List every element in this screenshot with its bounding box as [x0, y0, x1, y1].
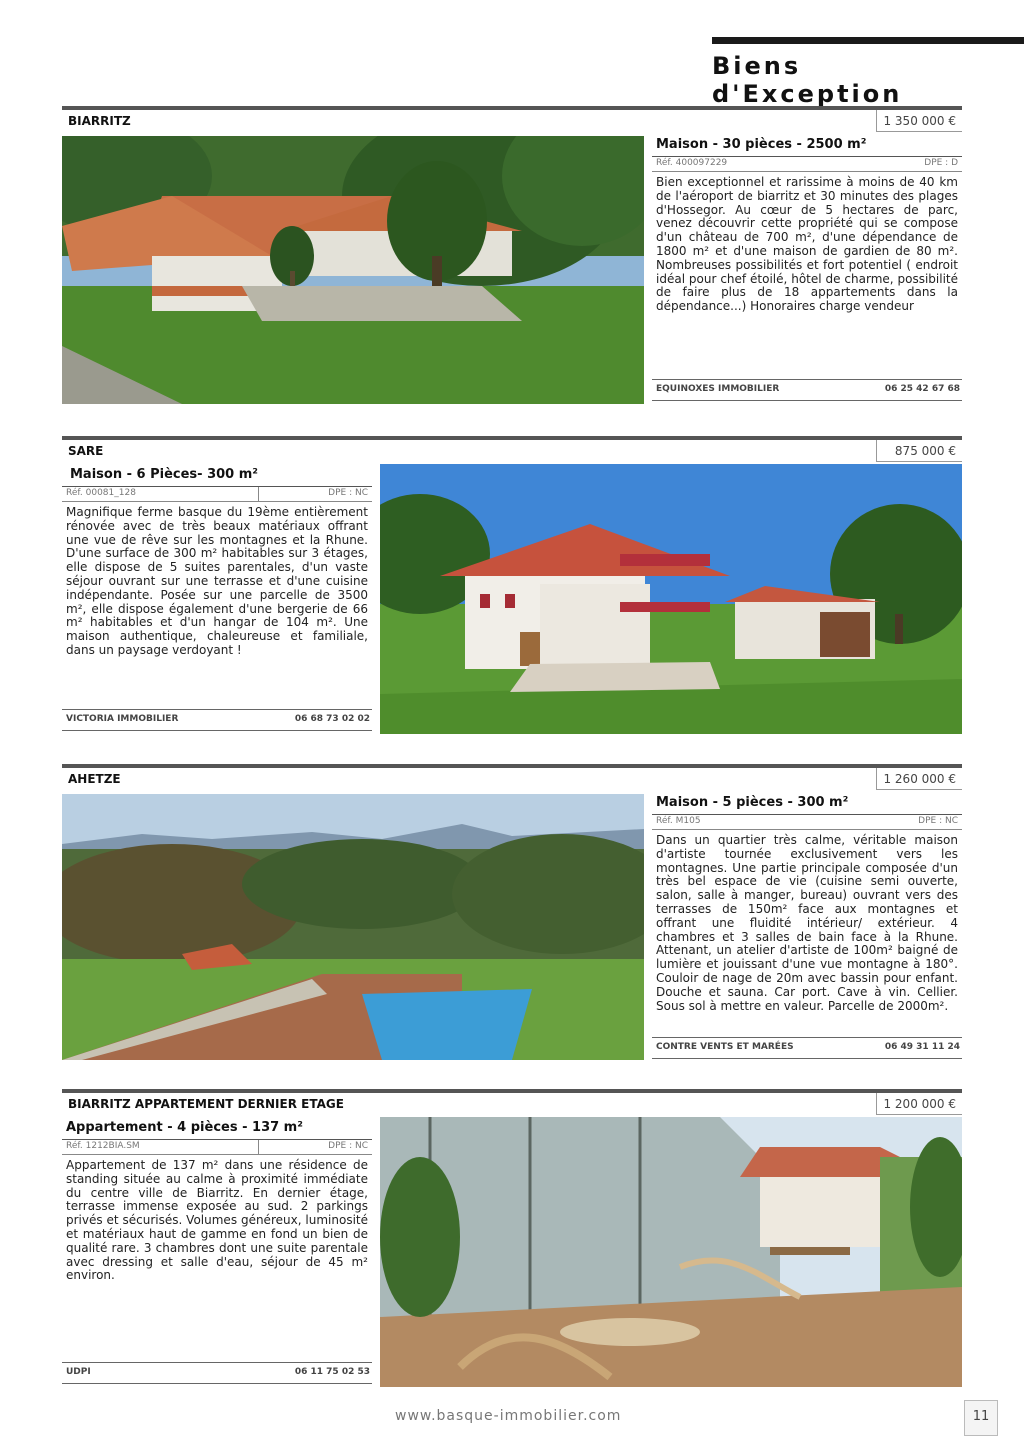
listing-price: 875 000 €: [876, 440, 962, 462]
listing-dpe: DPE : NC: [918, 816, 958, 826]
listing-price: 1 200 000 €: [876, 1093, 962, 1115]
listing-city: BIARRITZ APPARTEMENT DERNIER ETAGE: [68, 1097, 344, 1111]
reference-row: [652, 815, 962, 830]
agency-name: CONTRE VENTS ET MARÉES: [656, 1042, 794, 1052]
listing-price: 1 350 000 €: [876, 110, 962, 132]
reference-row: [62, 1140, 372, 1155]
listing-info: [62, 1117, 372, 1387]
agency-phone: 06 25 42 67 68: [884, 384, 960, 394]
listing-ahetze: [62, 764, 962, 1064]
agency-phone: 06 11 75 02 53: [294, 1367, 370, 1377]
listing-description: Magnifique ferme basque du 19ème entièrement rénovée avec de très beaux matériaux offrant une vue de rêve sur les montagnes et la Rhune. D'une surface de 300 m² habitables sur 3 étages, elle dispose de 5 suites parentales, d'un vaste séjour ouvrant sur une terrasse et d'une cuisine indépendante. Posée sur une parcelle de 3500 m², elle dispose également d'une bergerie de 66 m² habitables et d'un hangar de 104 m². Une maison authentique, chaleureuse et familiale, dans un paysage verdoyant !: [66, 505, 368, 657]
page-brand-title: Biens d'Exception: [712, 52, 903, 108]
footer-website: www.basque-immobilier.com: [395, 1408, 622, 1424]
agency-name: UDPI: [66, 1367, 91, 1377]
listing-info: [62, 464, 372, 734]
listing-reference: Réf. 00081_128: [66, 488, 136, 498]
listing-price: 1 260 000 €: [876, 768, 962, 790]
listing-reference: Réf. 400097229: [656, 158, 728, 168]
listing-header: [62, 764, 962, 790]
listing-info: [652, 792, 962, 1062]
page-number: 11: [964, 1400, 998, 1436]
reference-separator: [258, 1140, 259, 1154]
listing-title: Maison - 5 pièces - 300 m²: [652, 792, 962, 815]
reference-separator: [258, 487, 259, 501]
listing-header: [62, 106, 962, 132]
listing-biarritz: [62, 106, 962, 406]
listing-title: Maison - 30 pièces - 2500 m²: [652, 134, 962, 157]
listing-title: Maison - 6 Pièces- 300 m²: [62, 464, 372, 487]
listing-title: Appartement - 4 pièces - 137 m²: [62, 1117, 372, 1140]
reference-row: [62, 487, 372, 502]
reference-row: [652, 157, 962, 172]
listing-header: [62, 436, 962, 462]
listing-dpe: DPE : NC: [328, 488, 368, 498]
agency-name: EQUINOXES IMMOBILIER: [656, 384, 780, 394]
listing-city: SARE: [68, 444, 104, 458]
agency-phone: 06 68 73 02 02: [294, 714, 370, 724]
listing-reference: Réf. 1212BIA.SM: [66, 1141, 140, 1151]
listing-biarritz-appartement: [62, 1089, 962, 1389]
listing-description: Bien exceptionnel et rarissime à moins de 40 km de l'aéroport de biarritz et 30 minutes des plages d'Hossegor. Au cœur de 5 hectares de parc, venez découvrir cette propriété qui se compose d'un château de 700 m², d'une dépendance de 1800 m² et d'une maison de gardien de 80 m². Nombreuses possibilités et fort potentiel ( endroit idéal pour chef étoilé, hôtel de charme, possibilité de faire plus de 18 appartements dans la dépendance...) Honoraires charge vendeur: [656, 175, 958, 314]
listing-reference: Réf. M105: [656, 816, 701, 826]
listing-footer: [652, 379, 962, 401]
top-accent-bar: [712, 37, 1024, 44]
listing-footer: [62, 1362, 372, 1384]
listing-header: [62, 1089, 962, 1115]
agency-phone: 06 49 31 11 24: [884, 1042, 960, 1052]
listing-city: AHETZE: [68, 772, 121, 786]
property-photo: [380, 1117, 962, 1387]
listing-footer: [62, 709, 372, 731]
listing-city: BIARRITZ: [68, 114, 131, 128]
property-photo: [380, 464, 962, 734]
listing-description: Dans un quartier très calme, véritable maison d'artiste tournée exclusivement vers les montagnes. Une partie principale composée d'un très bel espace de vie (cuisine semi ouverte, salon, salle à manger, bureau) ouvrant vers des terrasses de 150m² face aux montagnes et offrant une fluidité intérieur/ extérieur. 4 chambres et 3 salles de bain face à la Rhune. Attenant, un atelier d'artiste de 100m² baigné de lumière et jouissant d'une vue montagne à 180°. Couloir de nage de 20m avec bassin pour enfant. Douche et sauna. Car port. Cave à vin. Cellier. Sous sol à mettre en valeur. Parcelle de 2000m².: [656, 833, 958, 1013]
listing-sare: [62, 436, 962, 736]
listing-description: Appartement de 137 m² dans une résidence de standing située au calme à proximité immédiate du centre ville de Biarritz. En dernier étage, terrasse immense exposée au sud. 2 parkings privés et sécurisés. Volumes généreux, luminosité et matériaux haut de gamme en fond un bien de qualité rare. 3 chambres dont une suite parentale avec dressing et salle d'eau, séjour de 45 m² environ.: [66, 1158, 368, 1283]
listing-info: [652, 134, 962, 404]
property-photo: [62, 136, 644, 404]
property-photo: [62, 794, 644, 1060]
listing-dpe: DPE : D: [924, 158, 958, 168]
listing-footer: [652, 1037, 962, 1059]
agency-name: VICTORIA IMMOBILIER: [66, 714, 179, 724]
listing-dpe: DPE : NC: [328, 1141, 368, 1151]
